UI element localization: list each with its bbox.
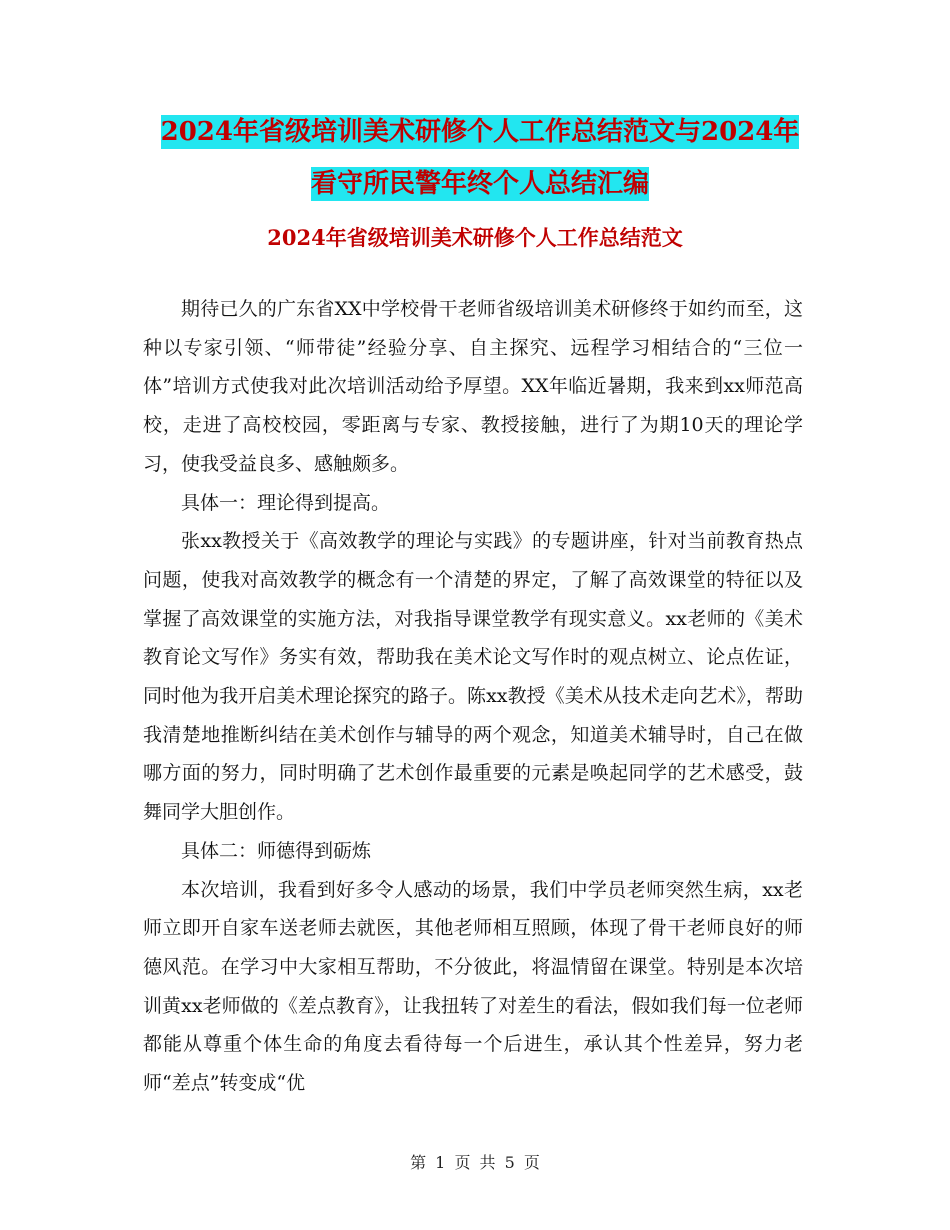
paragraph: 张xx教授关于《高效教学的理论与实践》的专题讲座，针对当前教育热点问题，使我对高效教学的概念有一个清楚的界定，了解了高效课堂的特征以及掌握了高效课堂的实施方法，对我指导课堂教学有现实意义。xx老师的《美术教育论文写作》务实有效，帮助我在美术论文写作时的观点树立、论点佐证，同时他为我开启美术理论探究的路子。陈xx教授《美术从技术走向艺术》，帮助我清楚地推断纠结在美术创作与辅导的两个观念，知道美术辅导时，自己在做哪方面的努力，同时明确了艺术创作最重要的元素是唤起同学的艺术感受，鼓舞同学大胆创作。 xyxy=(143,530,803,824)
section-title: 2024年省级培训美术研修个人工作总结范文 xyxy=(267,225,683,250)
document-body xyxy=(143,290,803,1103)
paragraph: 具体二：师德得到砺炼 xyxy=(181,839,372,862)
paragraph: 具体一：理论得到提高。 xyxy=(181,491,391,514)
document-title xyxy=(150,106,810,210)
page-number-footer: 第 1 页 共 5 页 xyxy=(410,1153,540,1172)
document-title-line-1: 2024年省级培训美术研修个人工作总结范文与2024年 xyxy=(160,117,800,147)
paragraph: 期待已久的广东省XX中学校骨干老师省级培训美术研修终于如约而至，这种以专家引领、“师带徒”经验分享、自主探究、远程学习相结合的“三位一体”培训方式使我对此次培训活动给予厚望。XX年临近暑期，我来到xx师范高校，走进了高校校园，零距离与专家、教授接触，进行了为期10天的理论学习，使我受益良多、感触颇多。 xyxy=(143,298,803,475)
document-title-line-2: 看守所民警年终个人总结汇编 xyxy=(310,169,649,199)
paragraph: 本次培训，我看到好多令人感动的场景，我们中学员老师突然生病，xx老师立即开自家车送老师去就医，其他老师相互照顾，体现了骨干老师良好的师德风范。在学习中大家相互帮助，不分彼此，将温情留在课堂。特别是本次培训黄xx老师做的《差点教育》，让我扭转了对差生的看法，假如我们每一位老师都能从尊重个体生命的角度去看待每一个后进生，承认其个性差异，努力老师“差点”转变成“优 xyxy=(143,878,803,1095)
